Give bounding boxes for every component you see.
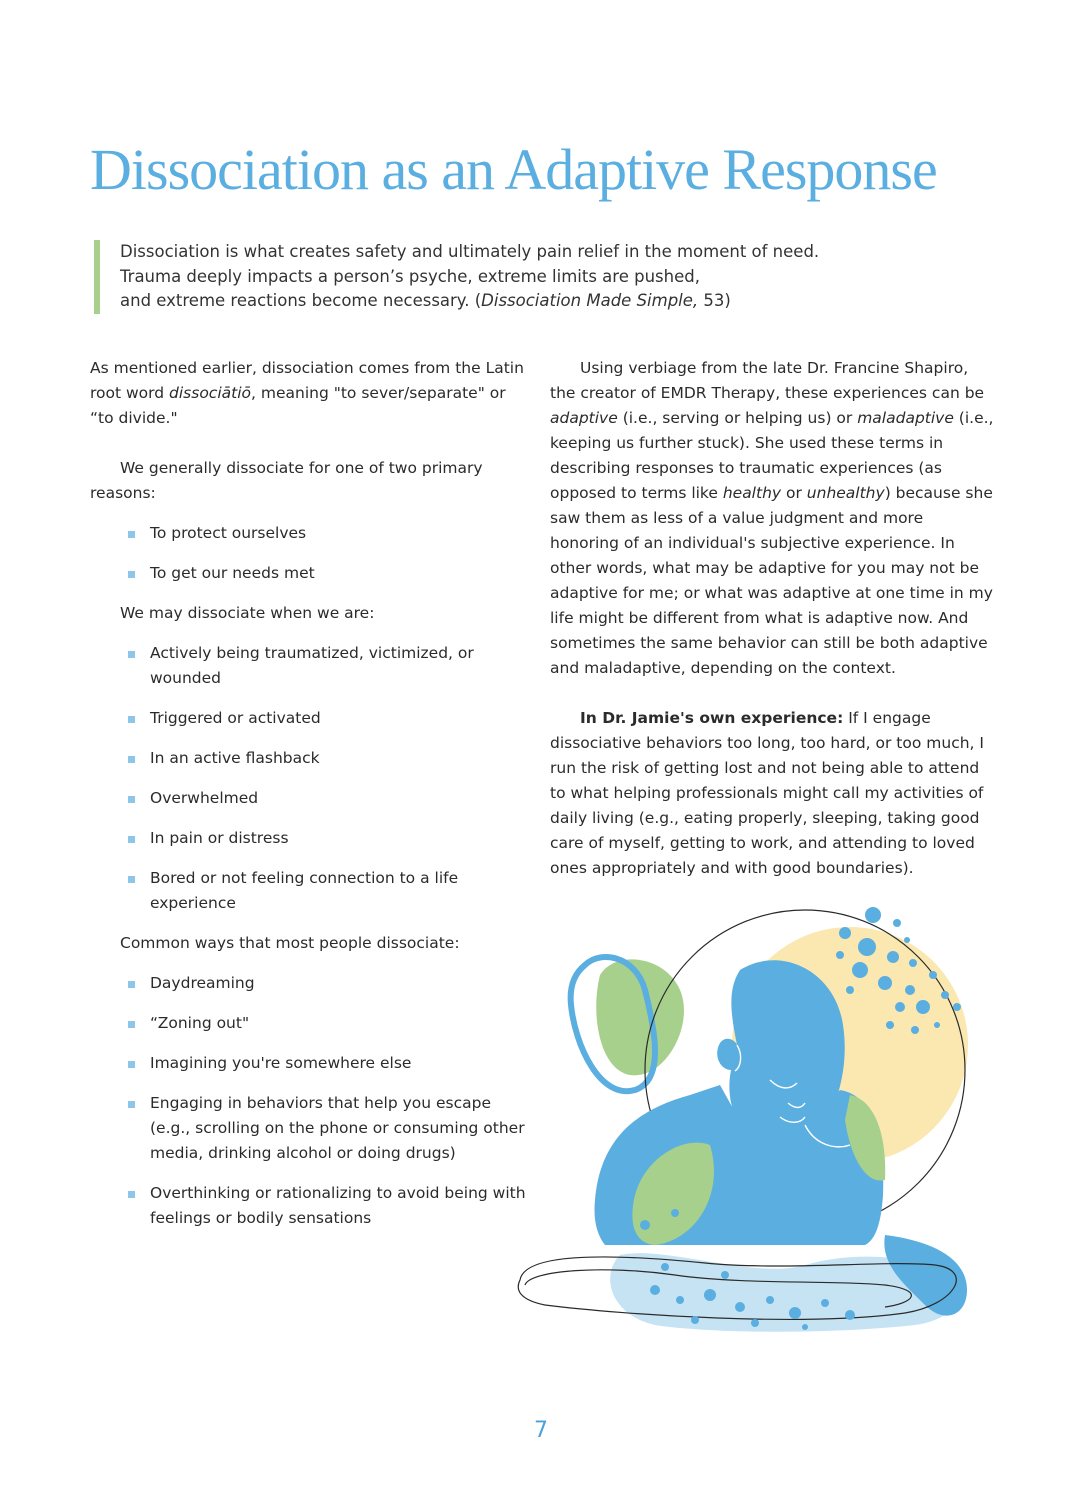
bullet-text: Overthinking or rationalizing to avoid being with feelings or bodily sensations: [150, 1184, 526, 1227]
experience-paragraph: [550, 706, 995, 881]
bullet-text: Bored or not feeling connection to a life experience: [150, 869, 459, 912]
bullet-square-icon: [128, 1101, 135, 1108]
latin-word: dissociātiō: [169, 384, 252, 402]
bullet-item: [90, 1011, 530, 1036]
shapiro-paragraph: [550, 356, 995, 681]
quote-line: Dissociation is what creates safety and ultimately pain relief in the moment of need.: [120, 242, 820, 261]
bullet-square-icon: [128, 756, 135, 763]
bullet-item: [90, 706, 530, 731]
experience-heading: In Dr. Jamie's own experience:: [580, 709, 844, 727]
bullet-text: To get our needs met: [150, 564, 315, 582]
bullet-text: In an active flashback: [150, 749, 320, 767]
dissociation-illustration: [505, 895, 985, 1335]
bullet-square-icon: [128, 571, 135, 578]
bullet-square-icon: [128, 1191, 135, 1198]
bullet-item: [90, 786, 530, 811]
page-title: Dissociation as an Adaptive Response: [90, 137, 937, 202]
bullet-item: [90, 1091, 530, 1166]
reasons-intro: We generally dissociate for one of two primary reasons:: [90, 459, 483, 502]
quote-line: [120, 289, 1020, 314]
quote-line: Trauma deeply impacts a person’s psyche, extreme limits are pushed,: [120, 266, 700, 286]
term-adaptive: adaptive: [550, 409, 618, 427]
bullet-square-icon: [128, 981, 135, 988]
right-column: [550, 356, 995, 881]
bullet-text: Engaging in behaviors that help you escape (e.g., scrolling on the phone or consuming other media, drinking alcohol or doing drugs): [150, 1094, 525, 1162]
bullet-text: Imagining you're somewhere else: [150, 1054, 412, 1072]
reasons-list: [90, 521, 530, 586]
left-column: [90, 356, 530, 1231]
bullet-square-icon: [128, 651, 135, 658]
bullet-item: [90, 1181, 530, 1231]
bullet-item: [90, 1051, 530, 1076]
term-healthy: healthy: [722, 484, 782, 502]
intro-paragraph: [90, 356, 530, 431]
bullet-item: [90, 971, 530, 996]
bullet-square-icon: [128, 716, 135, 723]
bullet-text: To protect ourselves: [150, 524, 307, 542]
when-intro: We may dissociate when we are:: [120, 604, 375, 622]
block-quote: [94, 240, 1020, 314]
term-maladaptive: maladaptive: [857, 409, 954, 427]
bullet-item: [90, 561, 530, 586]
quote-text: and extreme reactions become necessary. (: [120, 291, 482, 310]
bullet-square-icon: [128, 796, 135, 803]
para-text: or: [781, 484, 807, 502]
bullet-text: Triggered or activated: [150, 709, 321, 727]
page-number: 7: [534, 1418, 548, 1443]
bullet-text: “Zoning out": [150, 1014, 250, 1032]
para-text: (i.e., serving or helping us) or: [617, 409, 858, 427]
bullet-item: [90, 866, 530, 916]
bullet-text: Daydreaming: [150, 974, 255, 992]
bullet-square-icon: [128, 876, 135, 883]
bullet-text: In pain or distress: [150, 829, 289, 847]
term-unhealthy: unhealthy: [806, 484, 885, 502]
quote-citation: Dissociation Made Simple,: [481, 291, 699, 310]
bullet-square-icon: [128, 531, 135, 538]
bullet-text: Overwhelmed: [150, 789, 259, 807]
common-list: [90, 971, 530, 1231]
para-text: (i.e., keeping us further stuck). She used these terms in describing responses to traumatic experiences (as opposed to terms like: [550, 409, 994, 502]
bullet-item: [90, 746, 530, 771]
intro-text: , meaning "to sever/separate" or “to divide.": [90, 384, 506, 427]
common-intro: Common ways that most people dissociate:: [120, 934, 460, 952]
when-list: [90, 641, 530, 916]
bullet-square-icon: [128, 1021, 135, 1028]
bullet-item: [90, 521, 530, 546]
para-text: ) because she saw them as less of a value judgment and more honoring of an individual's subjective experience. In other words, what may be adaptive for you may not be adaptive for me; or what was adaptive at one time in my life might be different from what is adaptive now. And sometimes the same behavior can still be both adaptive and maladaptive, depending on the context.: [550, 484, 993, 677]
bullet-square-icon: [128, 1061, 135, 1068]
para-text: If I engage dissociative behaviors too long, too hard, or too much, I run the risk of getting lost and not being able to attend to what helping professionals might call my activities of daily living (e.g., eating properly, sleeping, taking good care of myself, getting to work, and attending to loved ones appropriately and with good boundaries).: [550, 709, 984, 877]
bullet-text: Actively being traumatized, victimized, or wounded: [150, 644, 474, 687]
intro-text: As mentioned earlier, dissociation comes from the Latin root word: [90, 359, 524, 402]
quote-text: 53): [698, 291, 731, 310]
bullet-item: [90, 826, 530, 851]
para-text: Using verbiage from the late Dr. Francine Shapiro, the creator of EMDR Therapy, these experiences can be: [550, 359, 985, 402]
bullet-item: [90, 641, 530, 691]
bullet-square-icon: [128, 836, 135, 843]
